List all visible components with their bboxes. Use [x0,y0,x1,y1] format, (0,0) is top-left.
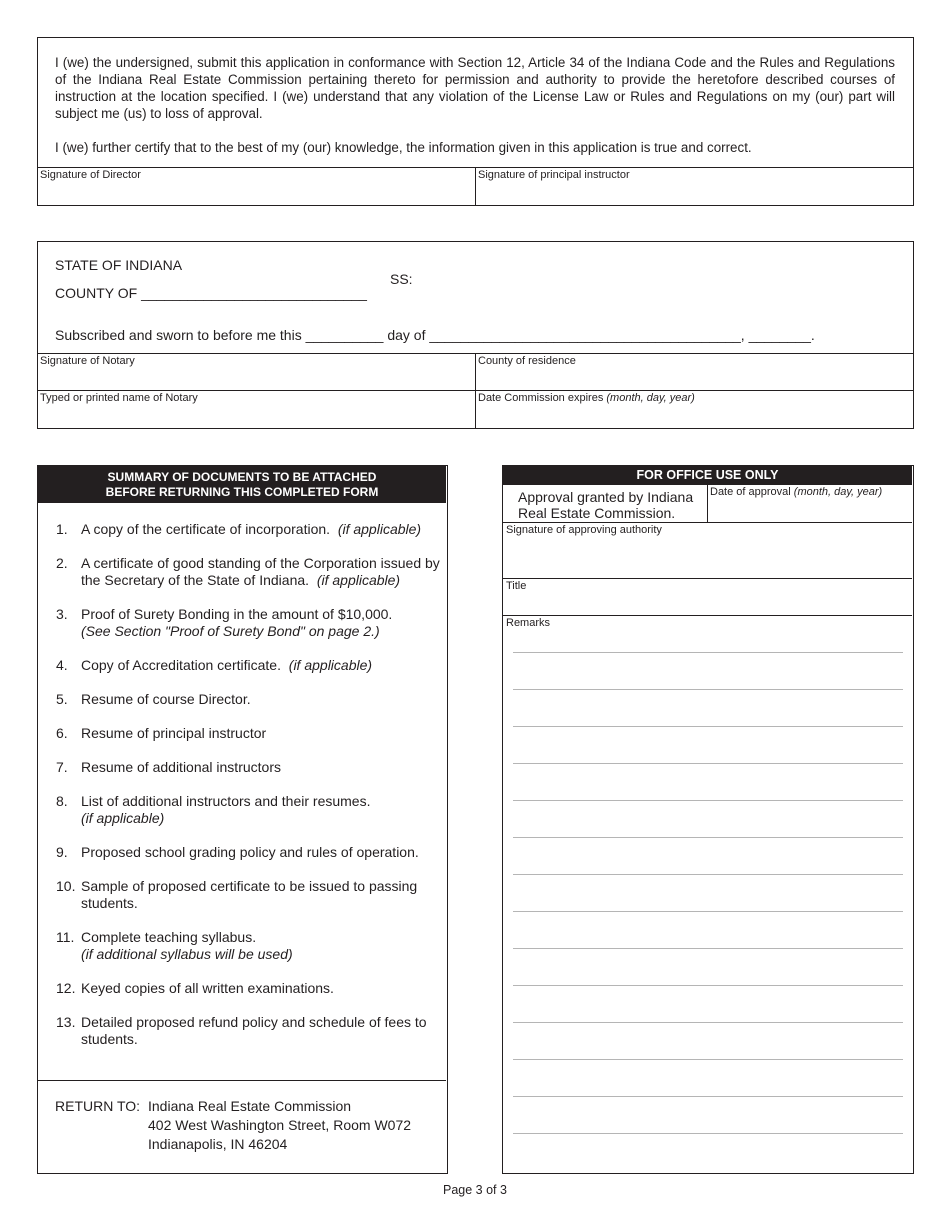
office-use-section [502,465,914,1174]
title-field[interactable] [506,580,906,613]
notary-section [37,241,914,429]
remarks-area[interactable] [503,631,912,1171]
document-item-description: Resume of principal instructor [81,725,267,741]
return-to-line-2: 402 West Washington Street, Room W072 [148,1117,412,1133]
remarks-line [513,652,903,653]
title-label: Title [506,580,527,592]
signature-notary-field[interactable] [40,355,470,388]
document-item-note: (if applicable) [337,521,422,537]
document-item-number: 11. [56,929,75,945]
commission-expires-hint: (month, day, year) [606,392,695,404]
notary-county: COUNTY OF _____________________________ [55,285,367,301]
document-item-description: A certificate of good standing of the Corporation issued by the Secretary of the State of Indiana. [81,555,440,588]
document-item-description: Copy of Accreditation certificate. [81,657,281,673]
document-item-number: 1. [56,521,68,537]
certification-section [37,37,914,206]
document-item-text [81,929,451,963]
document-item-note: (if applicable) [81,810,165,826]
notary-state: STATE OF INDIANA [55,257,183,273]
document-item-text [81,691,451,708]
notary-ss: SS: [390,271,413,287]
remarks-line [513,1133,903,1134]
document-item-description: A copy of the certificate of incorporation. [81,521,331,537]
date-approval-hint: (month, day, year) [793,486,883,498]
remarks-line [513,1059,903,1060]
return-to-line-3: Indianapolis, IN 46204 [148,1136,288,1152]
summary-header-line-2: BEFORE RETURNING THIS COMPLETED FORM [105,485,379,499]
signature-notary-label: Signature of Notary [40,355,135,367]
document-item-number: 7. [56,759,68,775]
document-item-number: 5. [56,691,68,707]
remarks-line [513,874,903,875]
remarks-line [513,763,903,764]
document-item-text [81,980,451,997]
certification-paragraph-2: I (we) further certify that to the best of my (our) knowledge, the information given in this application is true and correct. [55,140,752,155]
signature-instructor-field[interactable] [478,169,908,203]
certification-paragraph-1: I (we) the undersigned, submit this application in conformance with Section 12, Article 34 of the Indiana Code and the Rules and Regulations of the Indiana Real Estate Commission pertaining thereto for permission and authority to provide the heretofore described courses of instruction at the location specified. I (we) understand that any violation of the License Law or Rules and Regulations on my (our) part will subject me (us) to loss of approval. [55,55,895,121]
document-item-description: Resume of course Director. [81,691,251,707]
approval-granted-text: Approval granted by Indiana Real Estate Commission. [518,489,694,521]
document-item-description: Proposed school grading policy and rules of operation. [81,844,419,860]
remarks-line [513,911,903,912]
document-item-text [81,1014,451,1048]
document-item-number: 4. [56,657,68,673]
document-item-note: (if applicable) [316,572,401,588]
document-item-number: 3. [56,606,68,622]
document-item-text [81,725,451,742]
document-item-description: Detailed proposed refund policy and schedule of fees to students. [81,1014,427,1047]
summary-section [37,465,448,1174]
document-item-number: 6. [56,725,68,741]
signature-instructor-label: Signature of principal instructor [478,169,630,181]
document-item-note: (See Section "Proof of Surety Bond" on page 2.) [81,623,380,639]
document-item-number: 10. [56,878,76,894]
approving-signature-label: Signature of approving authority [506,524,662,536]
documents-list [38,466,446,1066]
document-item-text [81,878,451,912]
commission-expires-label: Date Commission expires [478,392,604,404]
document-item-text [81,555,451,589]
date-approval-label: Date of approval [710,486,791,498]
printed-name-notary-field[interactable] [40,392,470,426]
notary-sworn-statement: Subscribed and sworn to before me this __________ day of ________________________________________, ________. [55,327,815,343]
remarks-line [513,800,903,801]
commission-expires-field[interactable] [478,392,908,426]
remarks-line [513,837,903,838]
remarks-line [513,726,903,727]
date-approval-field[interactable] [710,486,910,520]
signature-director-label: Signature of Director [40,169,141,181]
document-item-number: 8. [56,793,68,809]
printed-name-notary-label: Typed or printed name of Notary [40,392,198,404]
approving-signature-field[interactable] [506,524,906,576]
document-item-number: 2. [56,555,68,571]
document-item-number: 12. [56,980,76,996]
document-item-note: (if additional syllabus will be used) [81,946,293,962]
document-item-description: Keyed copies of all written examinations. [81,980,334,996]
remarks-line [513,985,903,986]
remarks-line [513,689,903,690]
summary-header-line-1: SUMMARY OF DOCUMENTS TO BE ATTACHED [107,470,377,484]
county-residence-field[interactable] [478,355,908,388]
document-item-description: Proof of Surety Bonding in the amount of $10,000. [81,606,393,622]
county-residence-label: County of residence [478,355,576,367]
return-to-line-1: Indiana Real Estate Commission [148,1098,352,1114]
page-number: Page 3 of 3 [443,1183,507,1197]
remarks-label: Remarks [506,617,551,629]
document-item-number: 13. [56,1014,76,1030]
document-item-description: Resume of additional instructors [81,759,281,775]
document-item-number: 9. [56,844,68,860]
signature-director-field[interactable] [40,169,470,203]
document-item-text [81,657,451,674]
document-item-text [81,606,451,640]
return-to-label: RETURN TO: [55,1098,141,1114]
document-item-text [81,521,451,538]
document-item-description: Complete teaching syllabus. [81,929,257,945]
office-use-header: FOR OFFICE USE ONLY [503,466,912,485]
remarks-line [513,1096,903,1097]
remarks-line [513,948,903,949]
document-item-description: Sample of proposed certificate to be issued to passing students. [81,878,418,911]
document-item-text [81,793,451,827]
document-item-note: (if applicable) [288,657,373,673]
document-item-text [81,759,451,776]
document-item-text [81,844,451,861]
remarks-line [513,1022,903,1023]
document-item-description: List of additional instructors and their resumes. [81,793,371,809]
